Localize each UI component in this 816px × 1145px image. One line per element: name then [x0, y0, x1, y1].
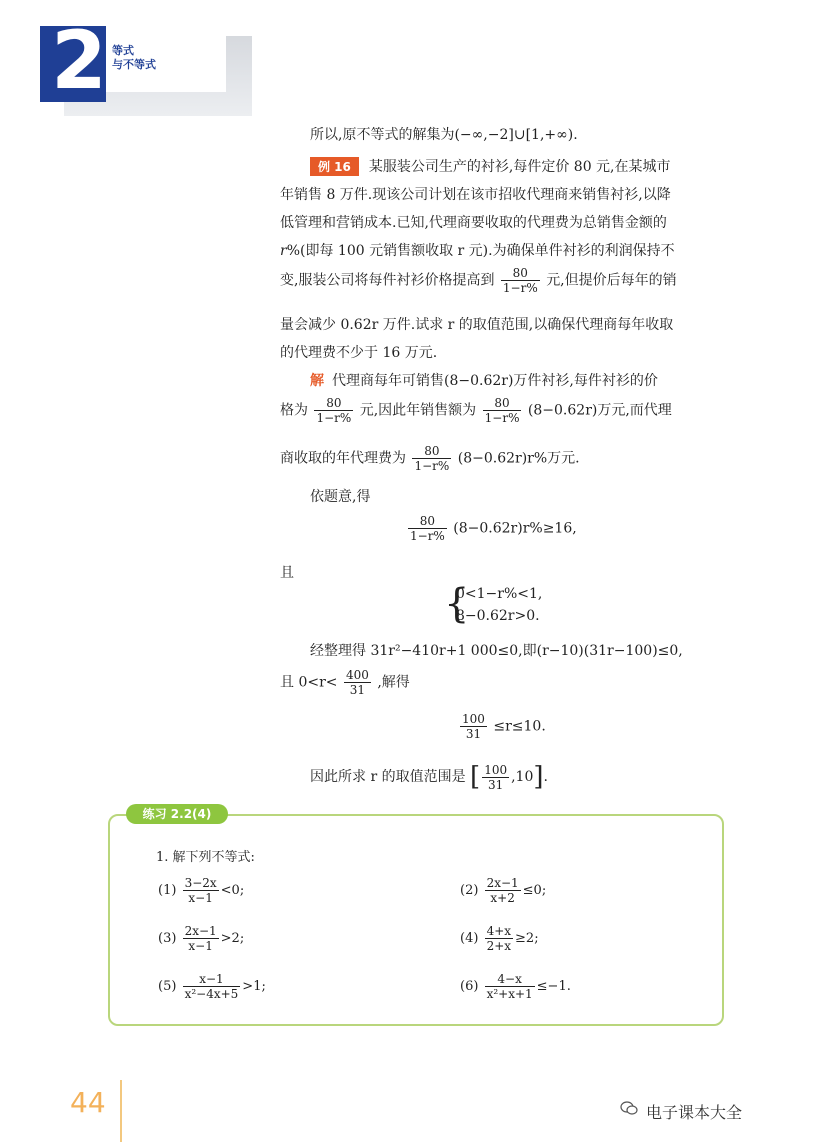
fraction-fee: $\frac{80}{1-r\%}$ [414, 444, 450, 473]
page-number: 44 [70, 1086, 106, 1119]
solution-line-2: 格为 $\frac{80}{1-r\%}$ 元,因此年销售额为 $\frac{80}{1-r\%}$ (8−0.62r)万元,而代理 [280, 396, 672, 425]
solution-line-1: 解 代理商每年可销售(8−0.62r)万件衬衫,每件衬衫的价 [310, 373, 658, 389]
chapter-title-line-2: 与不等式 [112, 58, 156, 71]
fraction-unit-price: $\frac{80}{1-r\%}$ [316, 396, 352, 425]
exercise-tab: 练习 2.2(4) [126, 804, 228, 824]
inequality-system: { 0<1−r%<1, 8−0.62r>0. [444, 581, 543, 627]
solution-set-line: 所以,原不等式的解集为(−∞,−2]∪[1,+∞). [310, 127, 578, 143]
solution-line-6: 且 0<r< $\frac{400}{31}$ ,解得 [280, 668, 410, 697]
brace-symbol: { [444, 581, 470, 627]
example-line-7: 的代理费不少于 16 万元. [280, 345, 438, 361]
example-line-4: r%(即每 100 元销售额收取 r 元).为确保单件衬衫的利润保持不 [280, 243, 675, 259]
exercise-title: 1. 解下列不等式: [156, 850, 255, 865]
exercise-item-6: (6) $\frac{4-x}{\text{x²+x+1}}$ ≤−1. [460, 972, 571, 1001]
fraction-revenue: $\frac{80}{1-r\%}$ [484, 396, 520, 425]
exercise-item-4: (4) $\frac{4+x}{2+x}$ ≥2; [460, 924, 539, 953]
inequality-main: $\frac{80}{1-r\%}$ (8−0.62r)r%≥16, [410, 514, 577, 543]
exercise-item-3: (3) $\frac{2x-1}{x-1}$ >2; [158, 924, 245, 953]
example-line-6: 量会减少 0.62r 万件.试求 r 的取值范围,以确保代理商每年收取 [280, 317, 674, 333]
solution-line-5: 经整理得 31r²−410r+1 000≤0,即(r−10)(31r−100)≤0, [310, 643, 683, 659]
exercise-item-2: (2) $\frac{2x-1}{x+2}$ ≤0; [460, 876, 547, 905]
chapter-number: 2 [51, 14, 105, 107]
exercise-item-1: (1) $\frac{3-2x}{x-1}$ <0; [158, 876, 245, 905]
page-divider [120, 1080, 122, 1142]
chapter-title [112, 44, 156, 72]
example-line-2: 年销售 8 万件.现该公司计划在该市招收代理商来销售衬衫,以降 [280, 187, 671, 203]
watermark-text: 电子课本大全 [646, 1103, 743, 1122]
solution-label: 解 [310, 373, 324, 389]
example-line-3: 低管理和营销成本.已知,代理商要收取的代理费为总销售金额的 [280, 215, 667, 231]
solution-line-3: 商收取的年代理费为 $\frac{80}{1-r\%}$ (8−0.62r)r%万元. [280, 444, 580, 473]
exercise-item-5: (5) $\frac{x-1}{\text{x²−4x+5}}$ >1; [158, 972, 266, 1001]
fraction-price: $\frac{80}{1-r\%}$ [502, 266, 538, 295]
wechat-icon [620, 1101, 638, 1115]
chapter-title-line-1: 等式 [112, 44, 134, 57]
and-word: 且 [280, 565, 294, 581]
example-line-1: 例 16 某服装公司生产的衬衫,每件定价 80 元,在某城市 [310, 156, 762, 176]
solution-line-4: 依题意,得 [310, 489, 371, 505]
example-line-5: 变,服装公司将每件衬衫价格提高到 $\frac{80}{1-r\%}$ 元,但提价后每年的销 [280, 266, 677, 295]
example-label: 例 16 [310, 157, 359, 176]
inequality-result: $\frac{100}{31}$ ≤r≤10. [462, 712, 546, 741]
solution-line-7: 因此所求 r 的取值范围是 [ $\frac{100}{31}$ ,10]. [310, 762, 548, 792]
